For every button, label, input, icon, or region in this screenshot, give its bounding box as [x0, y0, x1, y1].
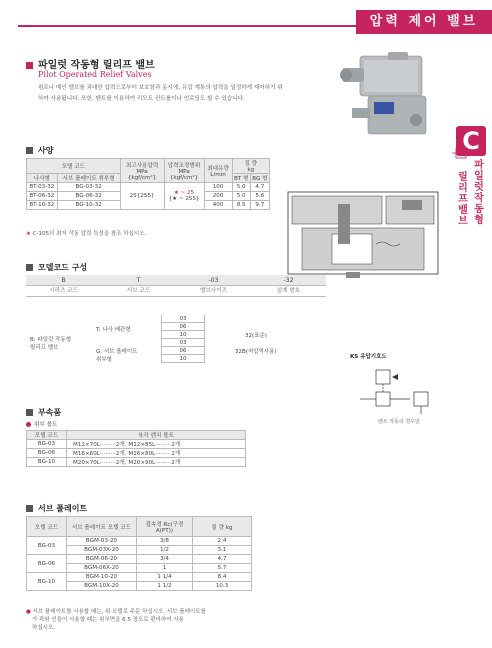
bullet-square-icon	[26, 505, 33, 512]
model-design-low: 32B(저압역사용)	[235, 349, 277, 355]
model-code-subheader: 시리즈 코드 서브 코드 밸브사이즈 설계 번호	[26, 286, 326, 297]
header-bar	[0, 10, 492, 34]
spec-row: BT-06-32 BG-06-32 200 5.0 5.6	[27, 192, 270, 201]
section-letter: C	[456, 126, 486, 156]
plate-row: BG-10 BGM-10-20 1 1/4 8.4	[27, 573, 252, 582]
model-thread-desc: T: 나사 배관형	[96, 327, 131, 333]
bullet-square-icon	[26, 264, 33, 271]
parts-bolt-label: 취부 볼트	[26, 420, 57, 428]
spec-section-title: 사양	[26, 145, 53, 156]
model-design-std: 32(표준)	[245, 333, 267, 339]
spec-table: 모델 코드 최고사용압력 MPa {kgf/cm²} 압력조정범위 MPa {kgf/cm²} 최대유량 L/min 질 량 kg 나사형 서브 플레이트 취부형 BT 형 BG 형 BT-03-32 BG-03-32 25{255} ★ ~ 25 {★ ~ 255} 100 5.0 4.7 BT-06-32 BG-06-32 200 5.0 5.6 BT-10-32 BG-10-32 400 8.5 9.7	[26, 158, 270, 210]
product-subtitle: Pilot Operated Relief Valves	[38, 70, 152, 79]
plate-row: BGM-10X-20 1 1/2 10.3	[27, 582, 252, 591]
parts-table: 모델 코드 육각 렌치 볼트 BG-03 M12×70L·········2개, M12×85L········ 2개 BG-06 M16×60L·········2개, M16×80L········ 2개 BG-10 M20×70L·········2개, M20×90L········ 2개	[26, 430, 246, 467]
valve-symbol-icon	[450, 146, 474, 160]
side-label-col2: 파 일 럿 작 동 형	[474, 160, 484, 226]
product-intro: 펌프나 메인 밸브를 과대한 압력으로부터 보호함과 동시에, 유압 계통의 압력을 일정하게 제어하기 위하여 사용됩니다. 또한, 벤트를 이용하여 리모트 컨트롤이나 언로딩도 할 수 있습니다.	[38, 85, 283, 102]
plate-row: BGM-06X-20 1 5.7	[27, 564, 252, 573]
spec-header-model: 모델 코드	[27, 159, 121, 174]
plate-row: BGM-03X-20 1/2 3.1	[27, 546, 252, 555]
ks-symbol-caption: KS 유압기호도	[350, 354, 387, 360]
category-title: 압력 제어 밸브	[356, 10, 492, 34]
model-size-list: 03 06 10 03 06 10	[161, 315, 205, 363]
plate-section-title: 서브 플레이트	[26, 503, 87, 514]
model-section-title: 모델코드 구성	[26, 262, 87, 273]
parts-row: BG-03 M12×70L·········2개, M12×85L········ 2개	[27, 440, 246, 449]
model-code-table	[26, 275, 326, 297]
header-line	[18, 25, 358, 27]
bullet-square-icon	[26, 62, 33, 69]
side-tab	[448, 118, 492, 278]
plate-row: BG-06 BGM-06-20 3/4 4.7	[27, 555, 252, 564]
bullet-square-icon	[26, 147, 33, 154]
hydraulic-symbol	[356, 366, 446, 416]
vent-note: 벤트 작동의 경우만	[378, 419, 420, 425]
plate-note: ● 서브 플레이트를 사용할 때는, 위 모델로 주문 하십시오. 서브 플레이트를 가 곽와 인들이 사용할 때는 취부면을 6.5 정도로 편마하여 사용 하십시오.	[26, 609, 206, 631]
model-code-header: B T -03 -32	[26, 275, 326, 286]
spec-row: BT-03-32 BG-03-32 25{255} ★ ~ 25 {★ ~ 255} 100 5.0 4.7	[27, 183, 270, 192]
bullet-square-icon	[26, 409, 33, 416]
model-series-desc: B: 파일럿 작동형 릴리프 밸브	[30, 337, 72, 351]
plate-row: BG-03 BGM-03-20 3/8 2.4	[27, 537, 252, 546]
parts-section-title: 부속품	[26, 407, 61, 418]
product-title-text: 파일럿 작동형 릴리프 밸브	[38, 60, 155, 71]
plate-table: 모델 코드 서브 플레이트 모델 코드 접속경 Rc(구경A(PT)) 질 량 kg BG-03 BGM-03-20 3/8 2.4 BGM-03X-20 1/2 3.1 BG-06 BGM-06-20 3/4 4.7 BGM-06X-20 1 5.7 BG-10 BGM-10-20 1 1/4 8.4 BGM-10X-20 1 1/2 10.3	[26, 516, 252, 591]
valve-photo	[338, 50, 444, 146]
spec-note: ★ C-105의 최저 작동 압력 특성을 참조 하십시오.	[26, 231, 147, 237]
bullet-dot-icon	[26, 422, 31, 427]
parts-row: BG-06 M16×60L·········2개, M16×80L········ 2개	[27, 449, 246, 458]
side-label-col1: 릴 리 프 밸 브	[458, 172, 468, 227]
model-plate-desc: G: 서브 플레이트 취부형	[96, 349, 138, 363]
product-title	[26, 56, 155, 71]
parts-row: BG-10 M20×70L·········2개, M20×90L········ 2개	[27, 458, 246, 467]
valve-cross-section	[282, 184, 448, 280]
spec-row: BT-10-32 BG-10-32 400 8.5 9.7	[27, 201, 270, 210]
